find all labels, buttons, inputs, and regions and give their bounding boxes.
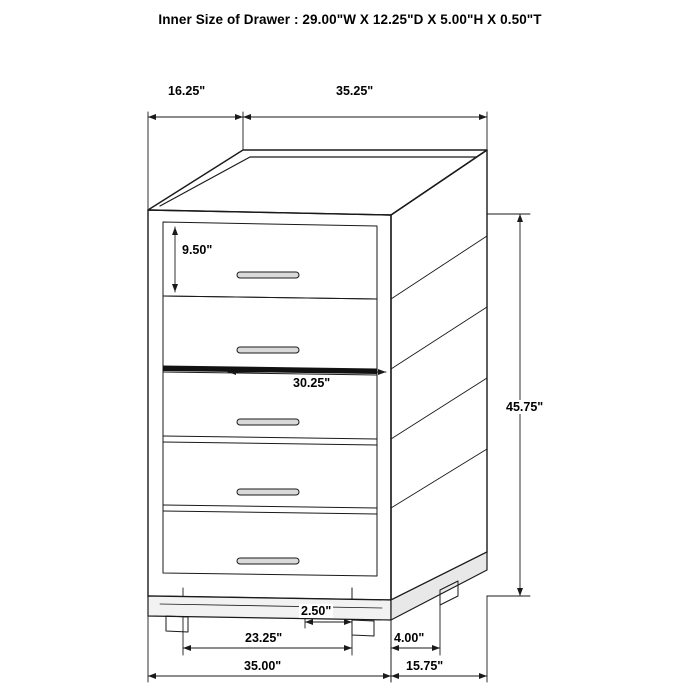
dim-base-width: 23.25" xyxy=(245,631,283,645)
dim-top-width: 35.25" xyxy=(336,84,374,98)
dim-overall-width: 35.00" xyxy=(244,659,282,673)
dim-drawer-front-height: 9.50" xyxy=(182,243,213,257)
dim-base-front-depth: 4.00" xyxy=(394,631,425,645)
page-title: Inner Size of Drawer : 29.00"W X 12.25"D X 5.00"H X 0.50"T xyxy=(158,12,542,27)
dim-overall-height: 45.75" xyxy=(506,400,544,414)
dim-overall-depth: 15.75" xyxy=(406,659,444,673)
dim-plinth-inset: 2.50" xyxy=(301,604,332,618)
dim-top-depth: 16.25" xyxy=(168,84,206,98)
dim-drawer-front-width: 30.25" xyxy=(293,376,331,390)
